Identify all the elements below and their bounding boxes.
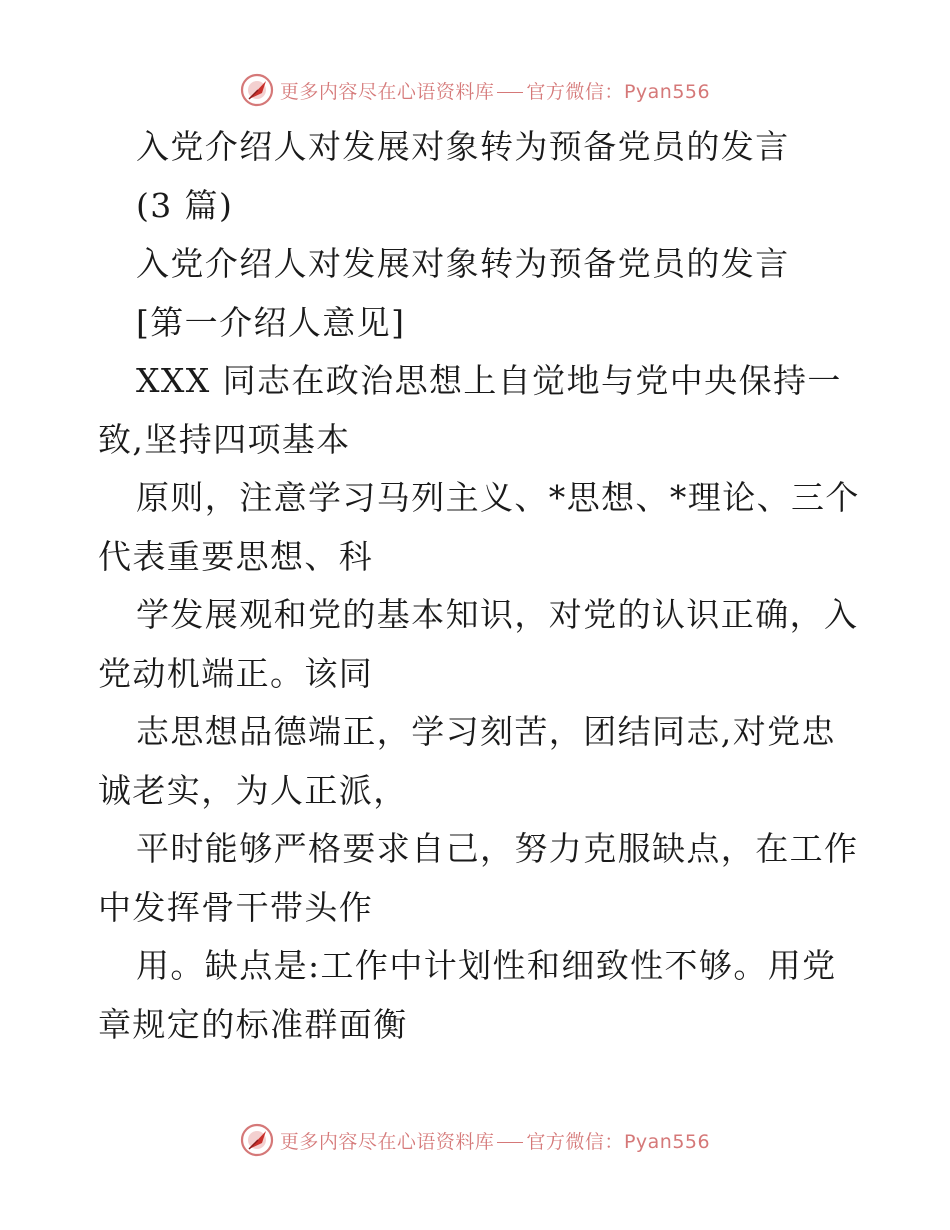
document-title-count: (3 篇) (136, 185, 234, 225)
document-body (98, 118, 858, 1054)
quill-logo-icon (240, 1123, 274, 1157)
watermark-wechat-label: 官方微信： (526, 80, 624, 103)
section-heading: [第一介绍人意见] (136, 302, 406, 342)
footer-watermark (0, 1120, 950, 1160)
quill-logo-icon (240, 73, 274, 107)
paragraph-line: 学发展观和党的基本知识，对党的认识正确，入 (136, 595, 859, 634)
watermark-text: 更多内容尽在心语资料库 (279, 1130, 495, 1153)
paragraph-line: 诚老实，为人正派， (98, 770, 408, 810)
watermark-dash (497, 1142, 523, 1143)
paragraph-line: 党动机端正。该同 (98, 653, 374, 693)
watermark-wechat-id: Pyan556 (623, 1130, 711, 1153)
document-title: 入党介绍人对发展对象转为预备党员的发言 (136, 127, 790, 166)
watermark-text: 更多内容尽在心语资料库 (279, 80, 495, 103)
paragraph-line: 致,坚持四项基本 (98, 419, 351, 459)
paragraph-line: 平时能够严格要求自己，努力克服缺点，在工作 (136, 829, 859, 868)
paragraph-line: 用。缺点是:工作中计划性和细致性不够。用党 (136, 946, 837, 985)
watermark-wechat-label: 官方微信： (526, 1130, 624, 1153)
watermark-dash (497, 92, 523, 93)
paragraph-line: 志思想品德端正，学习刻苦，团结同志,对党忠 (136, 712, 836, 751)
watermark-wechat-id: Pyan556 (623, 80, 711, 103)
paragraph-line: XXX 同志在政治思想上自觉地与党中央保持一 (136, 361, 842, 400)
paragraph-line: 代表重要思想、科 (98, 536, 374, 576)
paragraph-line: 中发挥骨干带头作 (98, 887, 374, 927)
paragraph-line: 章规定的标准群面衡 (98, 1004, 408, 1044)
paragraph-line: 原则，注意学习马列主义、*思想、*理论、三个 (136, 478, 860, 517)
header-watermark (0, 70, 950, 110)
document-subtitle: 入党介绍人对发展对象转为预备党员的发言 (136, 244, 790, 283)
